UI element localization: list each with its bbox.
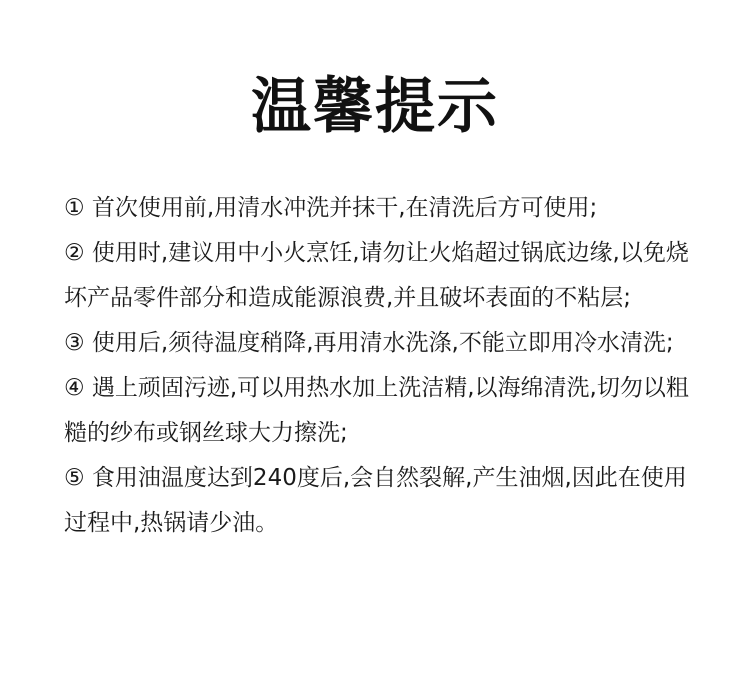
tip-item-1: ① 首次使用前,用清水冲洗并抹干,在清洗后方可使用; xyxy=(64,195,598,221)
tips-list xyxy=(64,186,704,546)
tip-item-5: ⑤ 食用油温度达到240度后,会自然裂解,产生油烟,因此在使用过程中,热锅请少油。 xyxy=(64,465,687,536)
tip-item-4: ④ 遇上顽固污迹,可以用热水加上洗洁精,以海绵清洗,切勿以粗糙的纱布或钢丝球大力擦洗; xyxy=(64,375,689,446)
page-title: 温馨提示 xyxy=(251,72,499,142)
tip-item-3: ③ 使用后,须待温度稍降,再用清水洗涤,不能立即用冷水清洗; xyxy=(64,330,674,356)
tip-item-2: ② 使用时,建议用中小火烹饪,请勿让火焰超过锅底边缘,以免烧坏产品零件部分和造成能源浪费,并且破坏表面的不粘层; xyxy=(64,240,689,311)
